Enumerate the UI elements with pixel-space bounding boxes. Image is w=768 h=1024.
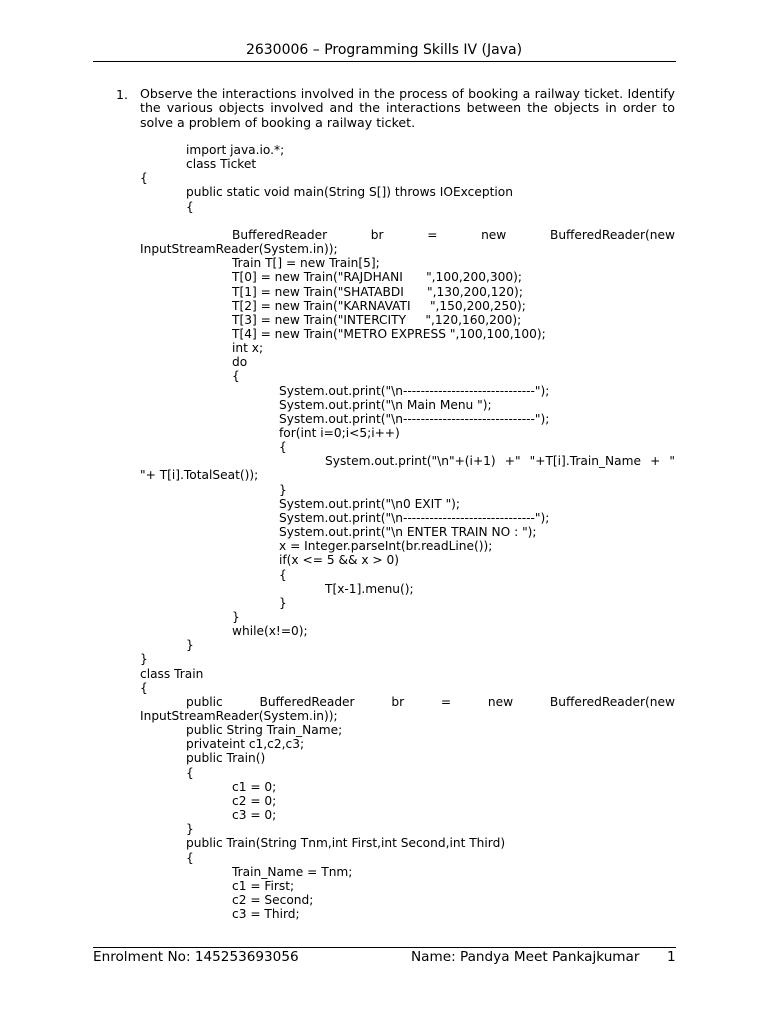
code-line: c3 = 0;	[232, 808, 277, 823]
code-line: T[4] = new Train("METRO EXPRESS ",100,100,100);	[232, 326, 546, 341]
code-line: T[x-1].menu();	[325, 581, 414, 596]
code-line: {	[140, 171, 148, 186]
code-line: System.out.print("\n------------------------------");	[279, 510, 550, 525]
code-line: privateint c1,c2,c3;	[186, 737, 305, 752]
question-text: Observe the interactions involved in the process of booking a railway ticket. Identify the various objects involved and the interactions between the objects in order to solve a problem of booking a railway ticket.	[140, 86, 675, 130]
code-line: System.out.print("\n ENTER TRAIN NO : ");	[279, 525, 537, 540]
code-line: System.out.print("\n------------------------------");	[279, 411, 550, 426]
code-line: do	[232, 355, 248, 370]
code-line: System.out.print("\n Main Menu ");	[279, 397, 492, 412]
code-line: public String Train_Name;	[186, 723, 343, 738]
code-line: {	[186, 199, 194, 214]
code-line: x = Integer.parseInt(br.readLine());	[279, 539, 493, 554]
code-line: c1 = 0;	[232, 779, 277, 794]
code-line: c3 = Third;	[232, 907, 300, 922]
code-line: {	[186, 850, 194, 865]
code-line: class Train	[140, 666, 204, 681]
code-line: while(x!=0);	[232, 624, 308, 639]
footer-enrolment: Enrolment No: 145253693056	[93, 949, 299, 965]
code-line: c2 = 0;	[232, 793, 277, 808]
code-line: T[2] = new Train("KARNAVATI ",150,200,250);	[232, 298, 526, 313]
code-line: {	[140, 680, 148, 695]
code-line: public static void main(String S[]) throws IOException	[186, 185, 513, 200]
code-line: public BufferedReader br = new BufferedReader(new	[186, 694, 675, 709]
code-line: T[0] = new Train("RAJDHANI ",100,200,300);	[232, 270, 522, 285]
code-line: }	[186, 638, 194, 653]
code-line: Train_Name = Tnm;	[232, 864, 353, 879]
code-line: BufferedReader br = new BufferedReader(new	[232, 227, 675, 242]
code-line: Train T[] = new Train[5];	[232, 256, 380, 271]
code-line: System.out.print("\n------------------------------");	[279, 383, 550, 398]
code-line: import java.io.*;	[186, 143, 285, 157]
code-line: c2 = Second;	[232, 892, 314, 907]
code-line: c1 = First;	[232, 878, 295, 893]
code-line: "+ T[i].TotalSeat());	[140, 468, 259, 483]
code-line: {	[186, 765, 194, 780]
code-line: {	[232, 369, 240, 384]
code-line: int x;	[232, 341, 264, 356]
code-line: }	[279, 482, 287, 497]
code-line: InputStreamReader(System.in));	[140, 709, 338, 723]
code-line: for(int i=0;i<5;i++)	[279, 426, 400, 440]
code-line: public Train()	[186, 751, 266, 766]
footer-student-name: Name: Pandya Meet Pankajkumar	[411, 949, 640, 965]
page-header-title: 2630006 – Programming Skills IV (Java)	[245, 42, 523, 58]
code-line: T[3] = new Train("INTERCITY ",120,160,200);	[232, 312, 522, 327]
code-line: }	[279, 595, 287, 610]
code-line: class Ticket	[186, 157, 257, 172]
code-line: public Train(String Tnm,int First,int Second,int Third)	[186, 836, 506, 851]
page-number: 1	[667, 949, 676, 965]
code-line: {	[279, 440, 287, 455]
code-line: }	[232, 609, 240, 624]
code-line: }	[186, 822, 194, 837]
code-line: InputStreamReader(System.in));	[140, 242, 338, 257]
footer-divider	[93, 947, 676, 948]
code-line: System.out.print("\n"+(i+1) +" "+T[i].Train_Name + "	[325, 454, 675, 469]
code-line: }	[140, 652, 148, 667]
question-number: 1.	[116, 87, 129, 102]
code-line: T[1] = new Train("SHATABDI ",130,200,120);	[232, 284, 523, 299]
code-line: if(x <= 5 && x > 0)	[279, 553, 400, 568]
code-line: System.out.print("\n0 EXIT ");	[279, 496, 461, 511]
code-line: {	[279, 567, 287, 582]
